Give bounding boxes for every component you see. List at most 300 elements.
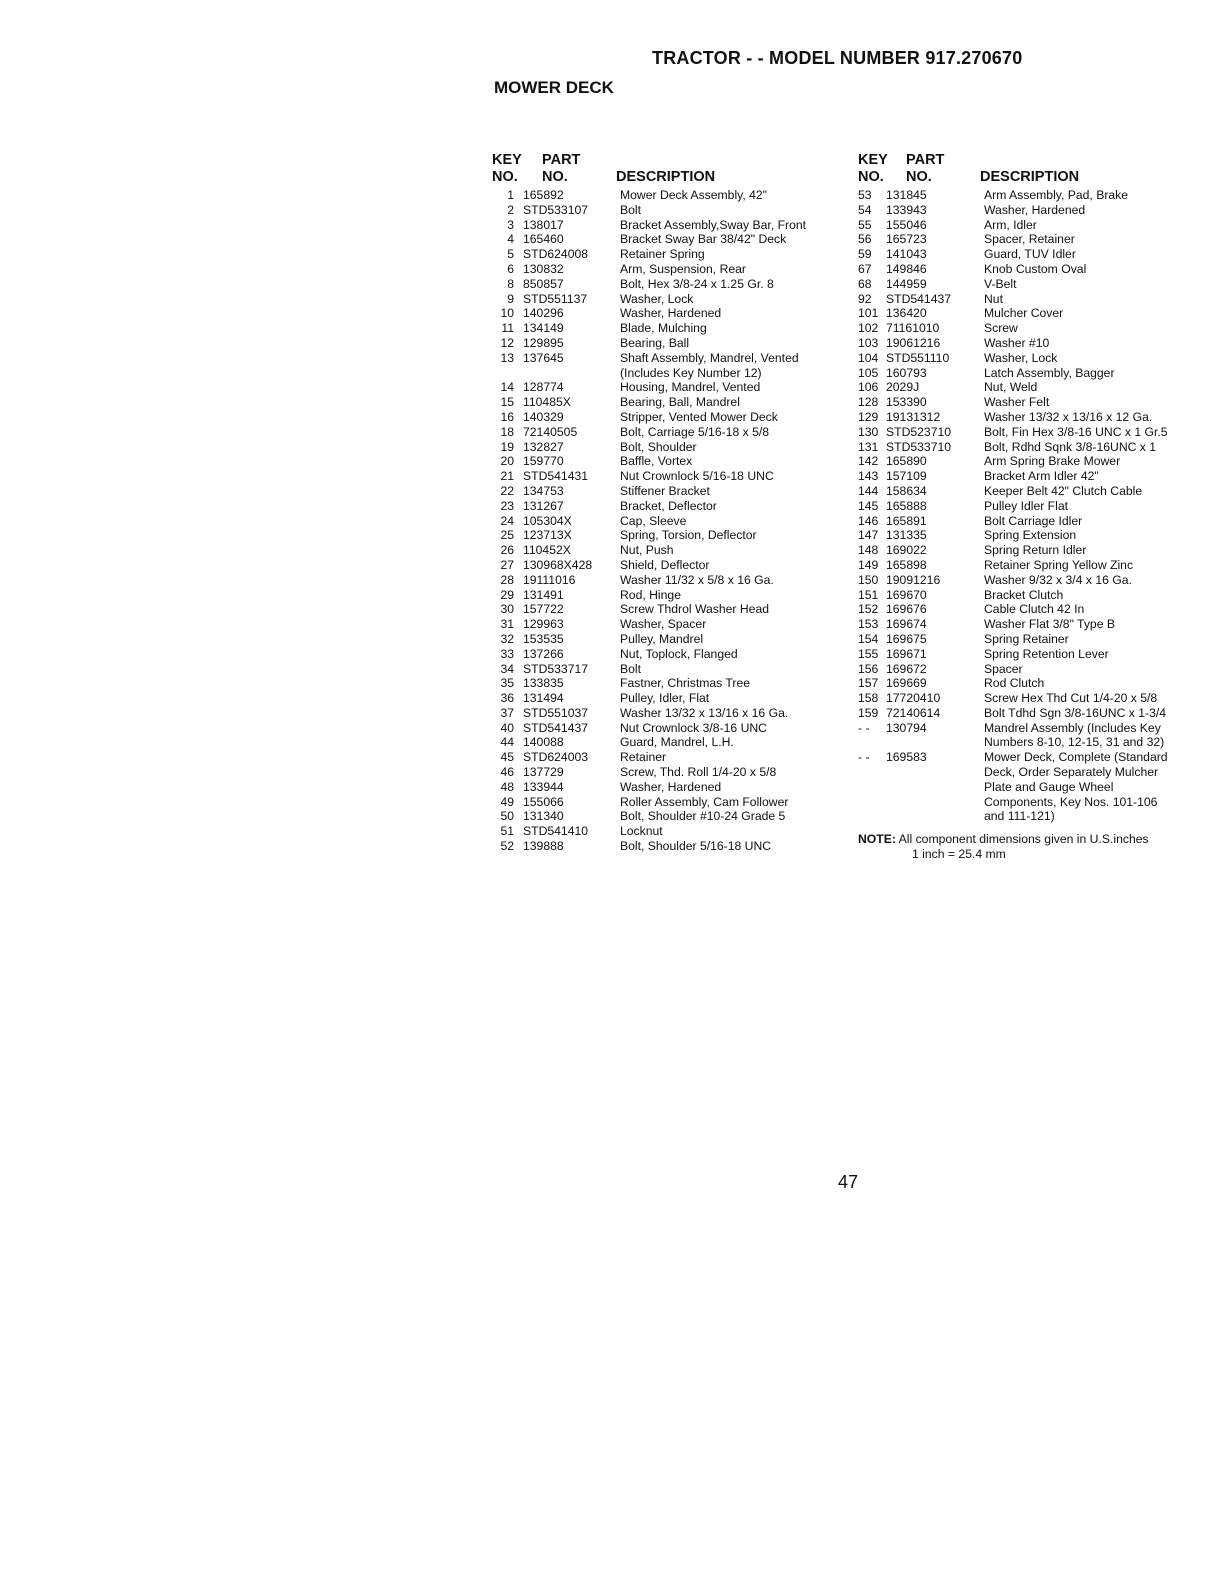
part-number: 71161010 <box>886 321 940 336</box>
key-number: 45 <box>500 750 514 765</box>
key-number: 48 <box>500 779 514 794</box>
part-number: 19111016 <box>523 572 576 587</box>
part-number: 131267 <box>523 498 564 513</box>
key-number: 149 <box>858 557 879 572</box>
key-number: 23 <box>500 498 514 513</box>
table-row <box>492 735 850 750</box>
part-number: 133943 <box>886 202 927 217</box>
key-number: 36 <box>500 691 514 706</box>
part-description: Blade, Mulching <box>620 321 707 336</box>
key-number: 151 <box>858 587 879 602</box>
table-row <box>858 588 1218 603</box>
key-number: 34 <box>500 661 514 676</box>
table-row <box>858 454 1218 469</box>
key-number: 68 <box>858 276 872 291</box>
part-number: 169022 <box>886 543 927 558</box>
table-row <box>492 765 850 780</box>
header-part-label: PART <box>542 152 581 168</box>
table-row <box>492 469 850 484</box>
part-number: STD523710 <box>886 424 952 439</box>
part-description: Stiffener Bracket <box>620 483 710 498</box>
table-row <box>492 514 850 529</box>
header-key-no: NO. <box>858 169 884 185</box>
part-number: 158634 <box>886 483 927 498</box>
part-description: Nut <box>984 291 1003 306</box>
key-number: 9 <box>507 291 514 306</box>
key-number: 2 <box>507 202 514 217</box>
key-number: 37 <box>500 705 514 720</box>
table-row <box>858 721 1218 736</box>
table-row <box>492 721 850 736</box>
table-row <box>492 662 850 677</box>
part-description: Washer, Hardened <box>984 202 1086 217</box>
key-number: 130 <box>858 424 879 439</box>
table-row <box>492 425 850 440</box>
part-number: STD541437 <box>886 291 952 306</box>
key-number: 59 <box>858 247 872 262</box>
part-description: Spring, Torsion, Deflector <box>620 528 757 543</box>
part-description: Pulley, Mandrel <box>620 631 704 646</box>
table-row <box>492 588 850 603</box>
part-description: Cap, Sleeve <box>620 513 687 528</box>
section-subtitle: MOWER DECK <box>494 78 614 97</box>
part-number: 134149 <box>523 321 564 336</box>
part-description: Arm, Idler <box>984 217 1037 232</box>
table-row <box>858 380 1218 395</box>
key-number: 145 <box>858 498 879 513</box>
key-number: 1 <box>507 188 514 202</box>
table-row <box>492 366 850 381</box>
part-number: 157109 <box>886 469 927 484</box>
part-description: Bracket Arm Idler 42" <box>984 469 1099 484</box>
part-description: and 111-121) <box>984 809 1055 824</box>
part-description: Bolt, Rdhd Sqnk 3/8-16UNC x 1 <box>984 439 1157 454</box>
part-description: Mulcher Cover <box>984 306 1064 321</box>
part-number: STD551110 <box>886 350 950 365</box>
table-row <box>858 469 1218 484</box>
key-number: 24 <box>500 513 514 528</box>
key-number: 53 <box>858 188 872 202</box>
key-number: 159 <box>858 705 879 720</box>
part-description: Stripper, Vented Mower Deck <box>620 409 778 424</box>
table-row <box>858 306 1218 321</box>
header-part-no: NO. <box>542 169 568 185</box>
table-row <box>858 499 1218 514</box>
part-number: 137266 <box>523 646 564 661</box>
key-number: 103 <box>858 335 879 350</box>
note-line-1 <box>858 832 1218 847</box>
key-number: 102 <box>858 321 879 336</box>
part-description: Washer, Hardened <box>620 779 722 794</box>
part-description: V-Belt <box>984 276 1017 291</box>
part-number: 128774 <box>523 380 564 395</box>
part-number: 169670 <box>886 587 927 602</box>
part-number: 153535 <box>523 631 564 646</box>
part-number: STD541437 <box>523 720 589 735</box>
part-description: Rod Clutch <box>984 676 1045 691</box>
part-description: Bolt Tdhd Sgn 3/8-16UNC x 1-3/4 <box>984 705 1167 720</box>
part-description: Washer Felt <box>984 395 1050 410</box>
part-description: Washer, Lock <box>984 350 1058 365</box>
part-number: 165723 <box>886 232 927 247</box>
table-row <box>492 454 850 469</box>
part-description: Guard, Mandrel, L.H. <box>620 735 734 750</box>
part-description: Arm, Suspension, Rear <box>620 261 746 276</box>
key-number: 67 <box>858 261 872 276</box>
part-description: Shield, Deflector <box>620 557 710 572</box>
key-number: 150 <box>858 572 879 587</box>
table-row <box>492 632 850 647</box>
table-row <box>492 647 850 662</box>
part-number: 140329 <box>523 409 564 424</box>
table-row <box>858 706 1218 721</box>
part-number: 129963 <box>523 617 564 632</box>
table-row <box>492 676 850 691</box>
part-description: Screw <box>984 321 1018 336</box>
part-description: Mower Deck Assembly, 42" <box>620 188 768 202</box>
table-row <box>858 440 1218 455</box>
part-number: 155066 <box>523 794 564 809</box>
table-row <box>492 484 850 499</box>
part-description: Washer 13/32 x 13/16 x 12 Ga. <box>984 409 1153 424</box>
table-row <box>858 602 1218 617</box>
part-description: Arm Assembly, Pad, Brake <box>984 188 1129 202</box>
part-description: Bolt <box>620 661 642 676</box>
part-description: Spring Return Idler <box>984 543 1087 558</box>
table-row <box>492 617 850 632</box>
table-row <box>858 735 1218 750</box>
key-number: 35 <box>500 676 514 691</box>
key-number: 22 <box>500 483 514 498</box>
key-number: 128 <box>858 395 879 410</box>
table-row <box>858 277 1218 292</box>
part-number: STD541431 <box>523 469 589 484</box>
table-row <box>492 395 850 410</box>
part-description: Bearing, Ball <box>620 335 690 350</box>
part-description: Washer 11/32 x 5/8 x 16 Ga. <box>620 572 774 587</box>
table-row <box>858 247 1218 262</box>
part-description: Roller Assembly, Cam Follower <box>620 794 789 809</box>
table-row <box>492 336 850 351</box>
part-description: Washer #10 <box>984 335 1050 350</box>
table-row <box>492 499 850 514</box>
key-number: 52 <box>500 839 514 854</box>
key-number: 31 <box>500 617 514 632</box>
header-part-label: PART <box>906 152 945 168</box>
key-number: 27 <box>500 557 514 572</box>
table-row <box>492 188 850 203</box>
part-description: Spacer <box>984 661 1023 676</box>
part-number: 165888 <box>886 498 927 513</box>
note-text: All component dimensions given in U.S.inches <box>898 832 1149 847</box>
key-number: 147 <box>858 528 879 543</box>
part-number: 140296 <box>523 306 564 321</box>
key-number: 4 <box>507 232 514 247</box>
part-description: Bolt, Shoulder #10-24 Grade 5 <box>620 809 786 824</box>
key-number: 13 <box>500 350 514 365</box>
key-number: 153 <box>858 617 879 632</box>
key-number: 32 <box>500 631 514 646</box>
key-number: 131 <box>858 439 879 454</box>
note-line-2: 1 inch = 25.4 mm <box>912 847 1006 862</box>
table-header-left <box>492 152 850 188</box>
part-number: 134753 <box>523 483 564 498</box>
part-number: 850857 <box>523 276 564 291</box>
part-number: 169676 <box>886 602 927 617</box>
table-row <box>858 292 1218 307</box>
part-description: Screw Hex Thd Cut 1/4-20 x 5/8 <box>984 691 1158 706</box>
part-number: 129895 <box>523 335 564 350</box>
part-number: STD624003 <box>523 750 589 765</box>
table-row <box>492 277 850 292</box>
table-row <box>492 247 850 262</box>
table-row <box>492 839 850 854</box>
part-description: Pulley, Idler, Flat <box>620 691 710 706</box>
part-description: Nut, Toplock, Flanged <box>620 646 738 661</box>
part-number: 157722 <box>523 602 564 617</box>
key-number: 50 <box>500 809 514 824</box>
part-description: Bearing, Ball, Mandrel <box>620 395 740 410</box>
table-row <box>858 558 1218 573</box>
key-number: 28 <box>500 572 514 587</box>
key-number: 20 <box>500 454 514 469</box>
table-row <box>858 765 1218 780</box>
key-number: 156 <box>858 661 879 676</box>
part-number: 130968X428 <box>523 557 593 572</box>
key-number: 18 <box>500 424 514 439</box>
part-number: 130832 <box>523 261 564 276</box>
part-description: Bolt, Shoulder 5/16-18 UNC <box>620 839 772 854</box>
part-number: 17720410 <box>886 691 941 706</box>
header-description: DESCRIPTION <box>616 169 716 185</box>
part-number: 19091216 <box>886 572 941 587</box>
key-number: 12 <box>500 335 514 350</box>
part-description: Washer, Hardened <box>620 306 722 321</box>
part-number: 169669 <box>886 676 927 691</box>
note-label: NOTE: <box>858 832 896 847</box>
part-number: 133835 <box>523 676 564 691</box>
part-description: Numbers 8-10, 12-15, 31 and 32) <box>984 735 1165 750</box>
table-row <box>858 410 1218 425</box>
part-number: 159770 <box>523 454 564 469</box>
key-number: 16 <box>500 409 514 424</box>
key-number: 8 <box>507 276 514 291</box>
part-number: 19131312 <box>886 409 941 424</box>
parts-list-left <box>492 188 850 854</box>
part-description: Locknut <box>620 824 663 839</box>
table-row <box>492 380 850 395</box>
table-row <box>858 691 1218 706</box>
part-number: 144959 <box>886 276 927 291</box>
page-number: 47 <box>838 1172 859 1192</box>
part-description: Bolt, Shoulder <box>620 439 697 454</box>
table-row <box>858 336 1218 351</box>
table-row <box>858 662 1218 677</box>
part-description: Screw Thdrol Washer Head <box>620 602 770 617</box>
table-row <box>858 395 1218 410</box>
table-row <box>858 573 1218 588</box>
key-number: 21 <box>500 469 514 484</box>
part-number: 140088 <box>523 735 564 750</box>
table-row <box>858 514 1218 529</box>
part-number: 165892 <box>523 188 564 202</box>
header-key-no: NO. <box>492 169 518 185</box>
part-description: Washer 13/32 x 13/16 x 16 Ga. <box>620 705 789 720</box>
key-number: 148 <box>858 543 879 558</box>
key-number: 92 <box>858 291 872 306</box>
part-description: Bracket Assembly,Sway Bar, Front <box>620 217 807 232</box>
part-description: Mandrel Assembly (Includes Key <box>984 720 1161 735</box>
part-number: STD533107 <box>523 202 589 217</box>
part-description: (Includes Key Number 12) <box>620 365 762 380</box>
part-number: 149846 <box>886 261 927 276</box>
table-row <box>858 809 1218 824</box>
key-number: 54 <box>858 202 872 217</box>
part-number: 72140505 <box>523 424 578 439</box>
table-row <box>492 750 850 765</box>
part-description: Bracket Sway Bar 38/42" Deck <box>620 232 787 247</box>
part-number: 132827 <box>523 439 564 454</box>
key-number: 101 <box>858 306 879 321</box>
key-number: 154 <box>858 631 879 646</box>
part-number: STD551137 <box>523 291 588 306</box>
part-description: Plate and Gauge Wheel <box>984 779 1114 794</box>
key-number: 5 <box>507 247 514 262</box>
part-number: 131340 <box>523 809 564 824</box>
table-header-right <box>858 152 1218 188</box>
part-number: 2029J <box>886 380 920 395</box>
table-row <box>492 306 850 321</box>
key-number: 40 <box>500 720 514 735</box>
table-row <box>858 676 1218 691</box>
table-row <box>492 691 850 706</box>
key-number: 158 <box>858 691 879 706</box>
table-row <box>858 262 1218 277</box>
part-number: 165891 <box>886 513 927 528</box>
table-row <box>492 232 850 247</box>
part-description: Nut, Weld <box>984 380 1038 395</box>
table-row <box>858 203 1218 218</box>
part-number: 169671 <box>886 646 927 661</box>
part-description: Washer, Lock <box>620 291 694 306</box>
part-number: 72140614 <box>886 705 941 720</box>
part-description: Bolt, Fin Hex 3/8-16 UNC x 1 Gr.5 <box>984 424 1168 439</box>
table-row <box>492 602 850 617</box>
part-number: 169672 <box>886 661 927 676</box>
table-row <box>858 528 1218 543</box>
part-number: 105304X <box>523 513 572 528</box>
part-number: 141043 <box>886 247 927 262</box>
part-number: 160793 <box>886 365 927 380</box>
key-number: 33 <box>500 646 514 661</box>
part-description: Bolt, Carriage 5/16-18 x 5/8 <box>620 424 770 439</box>
part-description: Arm Spring Brake Mower <box>984 454 1121 469</box>
part-number: 136420 <box>886 306 927 321</box>
part-number: 137645 <box>523 350 564 365</box>
table-row <box>492 573 850 588</box>
table-row <box>492 824 850 839</box>
table-row <box>858 366 1218 381</box>
part-description: Shaft Assembly, Mandrel, Vented <box>620 350 799 365</box>
header-key-label: KEY <box>858 152 888 168</box>
part-number: 169675 <box>886 631 927 646</box>
key-number: 46 <box>500 765 514 780</box>
header-key-label: KEY <box>492 152 522 168</box>
part-number: 153390 <box>886 395 927 410</box>
part-number: 131335 <box>886 528 927 543</box>
part-description: Nut Crownlock 3/8-16 UNC <box>620 720 767 735</box>
key-number: 11 <box>501 321 514 336</box>
part-description: Retainer Spring Yellow Zinc <box>984 557 1134 572</box>
key-number: 105 <box>858 365 879 380</box>
part-description: Washer 9/32 x 3/4 x 16 Ga. <box>984 572 1132 587</box>
key-number: 56 <box>858 232 872 247</box>
header-description: DESCRIPTION <box>980 169 1080 185</box>
part-description: Bolt <box>620 202 642 217</box>
part-description: Rod, Hinge <box>620 587 681 602</box>
table-row <box>858 750 1218 765</box>
part-description: Retainer Spring <box>620 247 705 262</box>
part-description: Retainer <box>620 750 667 765</box>
table-row <box>492 543 850 558</box>
table-row <box>858 647 1218 662</box>
dimension-note <box>858 832 1218 862</box>
part-description: Washer Flat 3/8" Type B <box>984 617 1115 632</box>
part-description: Guard, TUV Idler <box>984 247 1076 262</box>
key-number: 44 <box>500 735 514 750</box>
key-number: 51 <box>500 824 514 839</box>
key-number: - - <box>858 750 870 765</box>
key-number: 152 <box>858 602 879 617</box>
key-number: 26 <box>500 543 514 558</box>
key-number: 49 <box>500 794 514 809</box>
table-row <box>858 232 1218 247</box>
part-number: 131494 <box>523 691 564 706</box>
part-description: Mower Deck, Complete (Standard <box>984 750 1168 765</box>
key-number: 19 <box>500 439 514 454</box>
part-number: 19061216 <box>886 335 941 350</box>
part-number: 155046 <box>886 217 927 232</box>
key-number: 155 <box>858 646 879 661</box>
part-number: 165898 <box>886 557 927 572</box>
table-row <box>858 425 1218 440</box>
table-row <box>492 292 850 307</box>
page-title: TRACTOR - - MODEL NUMBER 917.270670 <box>652 48 1023 68</box>
part-description: Washer, Spacer <box>620 617 707 632</box>
part-description: Deck, Order Separately Mulcher <box>984 765 1159 780</box>
part-description: Latch Assembly, Bagger <box>984 365 1115 380</box>
table-row <box>492 795 850 810</box>
table-row <box>492 410 850 425</box>
part-description: Spring Retainer <box>984 631 1069 646</box>
table-row <box>858 780 1218 795</box>
part-number: STD551037 <box>523 705 589 720</box>
table-row <box>858 351 1218 366</box>
part-description: Screw, Thd. Roll 1/4-20 x 5/8 <box>620 765 777 780</box>
key-number: 146 <box>858 513 879 528</box>
part-description: Nut Crownlock 5/16-18 UNC <box>620 469 774 484</box>
table-row <box>858 218 1218 233</box>
key-number: 104 <box>858 350 879 365</box>
part-number: 110452X <box>523 543 571 558</box>
part-description: Spring Retention Lever <box>984 646 1109 661</box>
key-number: 106 <box>858 380 879 395</box>
part-description: Bracket, Deflector <box>620 498 717 513</box>
key-number: 55 <box>858 217 872 232</box>
table-row <box>492 558 850 573</box>
table-row <box>492 440 850 455</box>
part-description: Bracket Clutch <box>984 587 1064 602</box>
